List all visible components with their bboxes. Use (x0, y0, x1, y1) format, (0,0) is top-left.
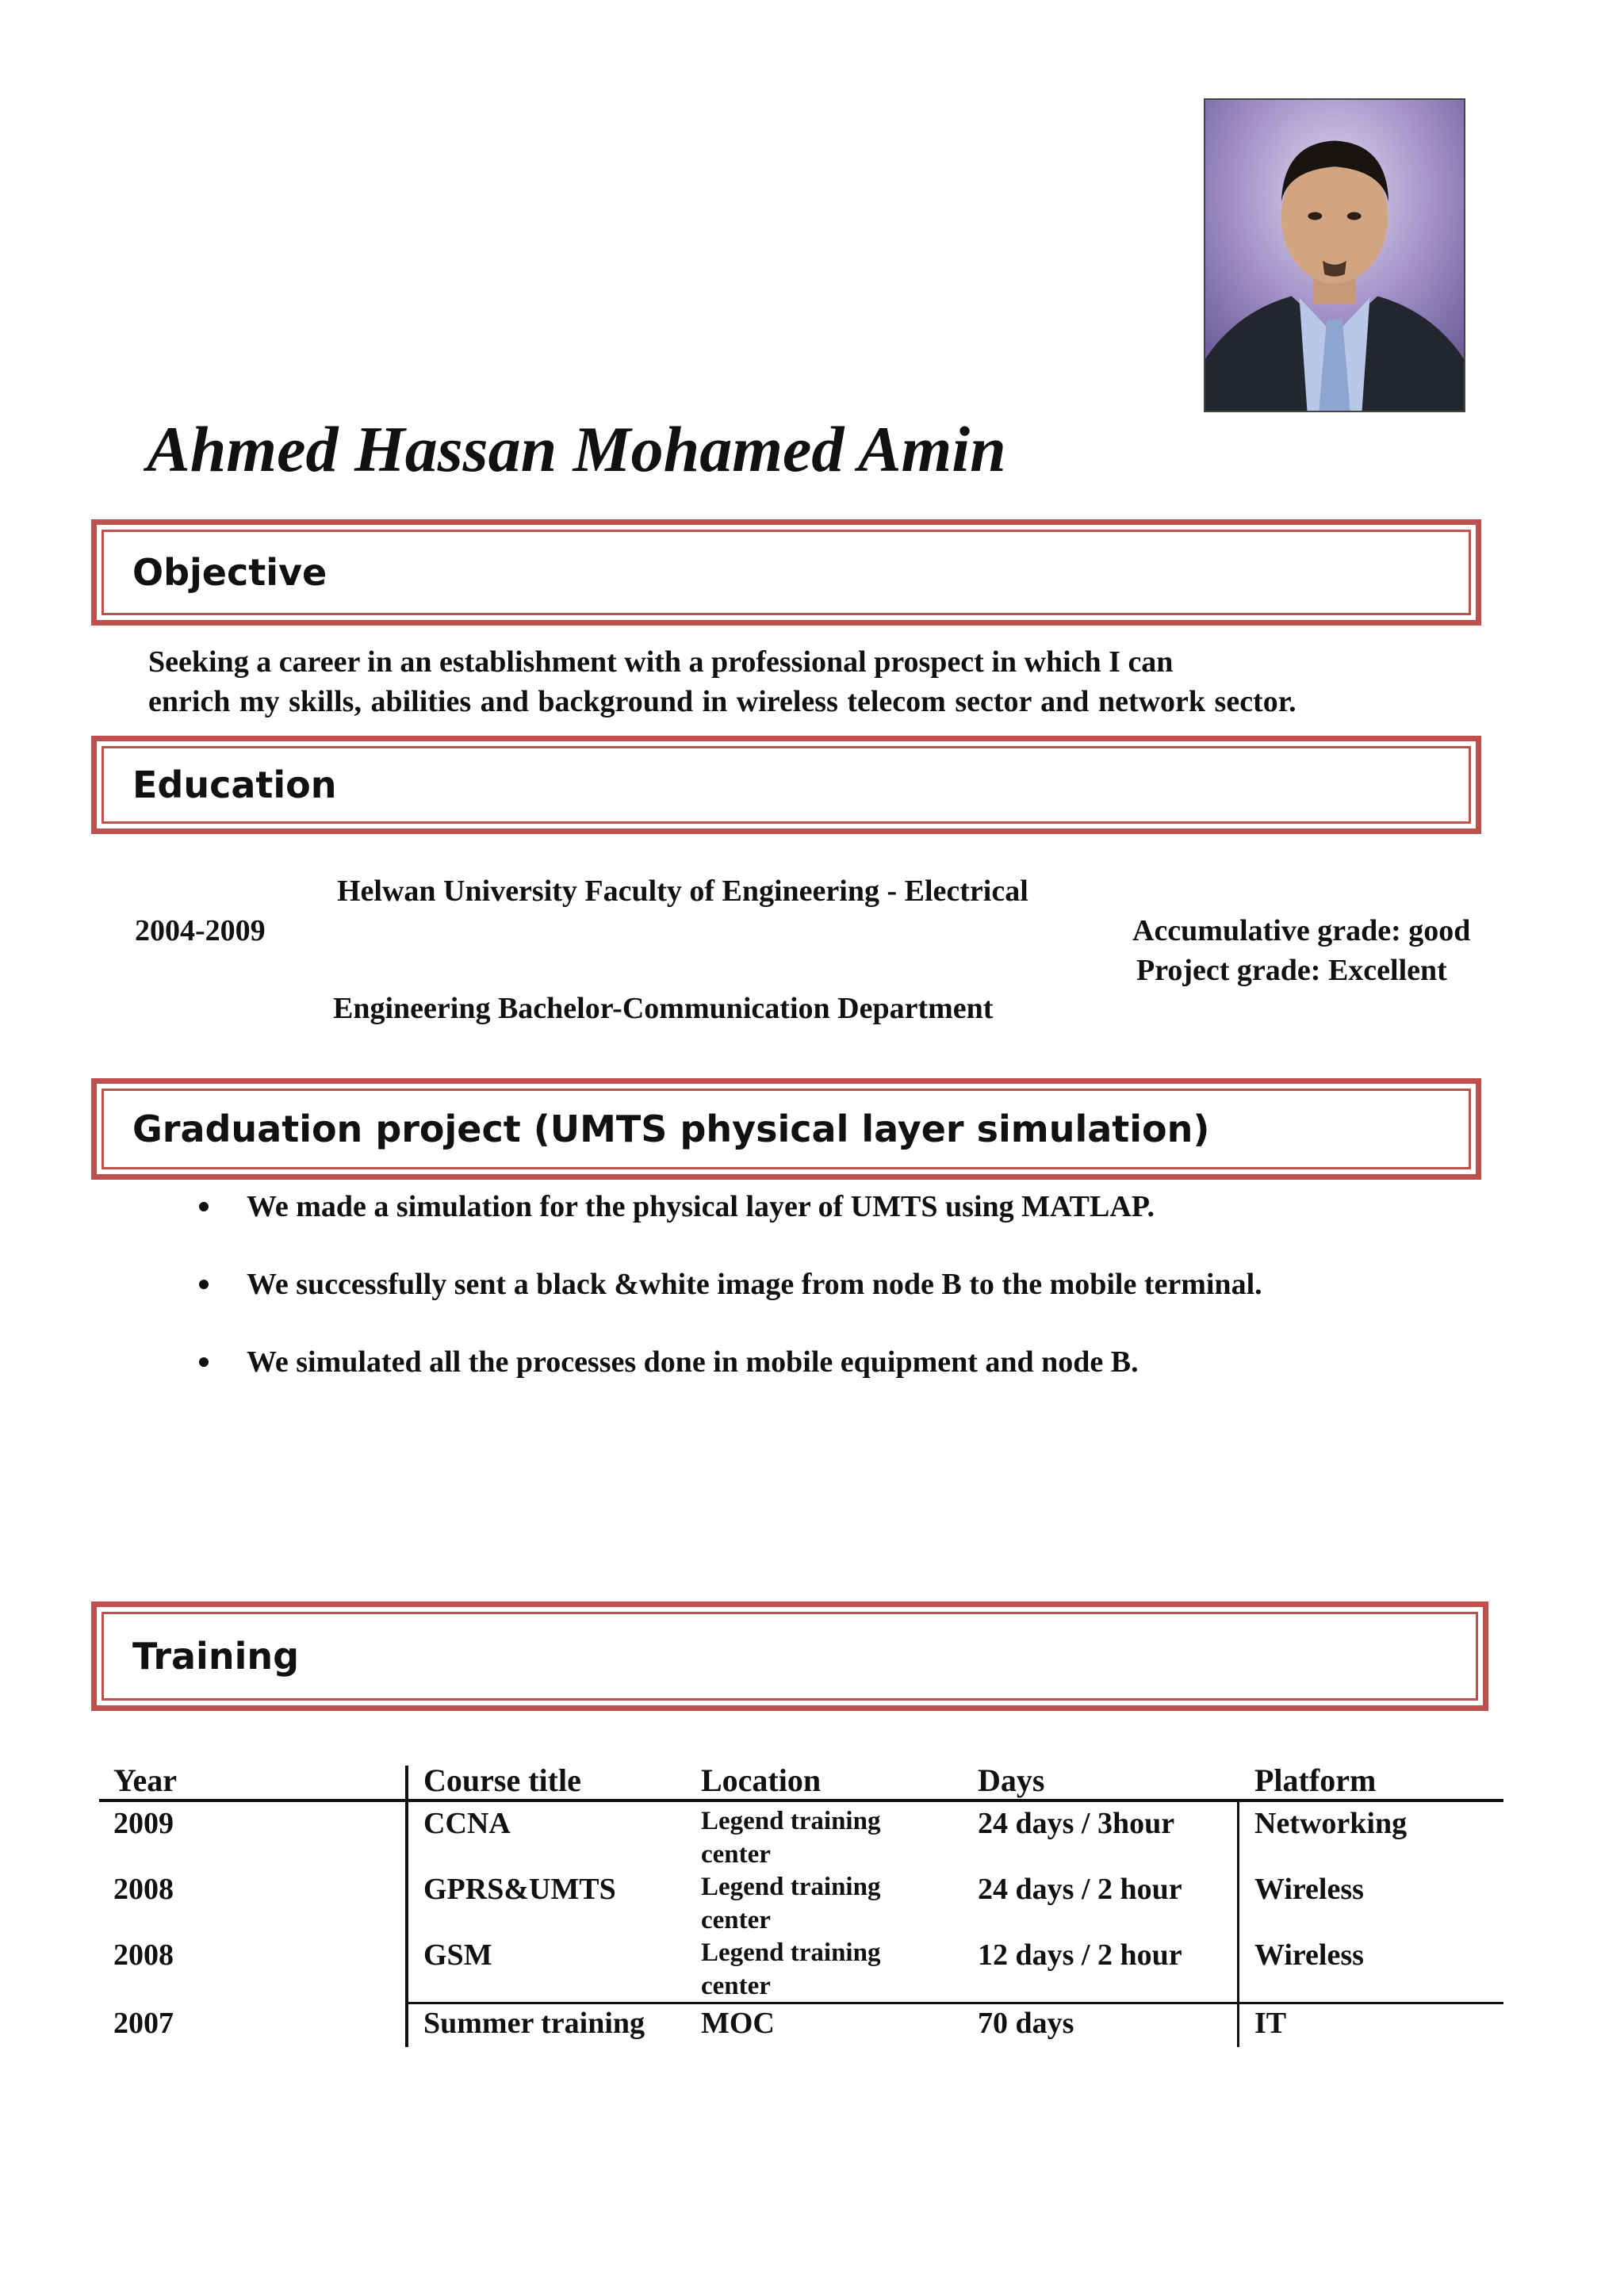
education-section-header (91, 736, 1481, 834)
portrait-image (1205, 100, 1464, 411)
graduation-heading: Graduation project (UMTS physical layer simulation) (102, 1089, 1471, 1169)
profile-photo (1204, 98, 1465, 412)
list-item: We made a simulation for the physical layer of UMTS using MATLAP. (194, 1186, 1262, 1264)
candidate-name: Ahmed Hassan Mohamed Amin (147, 413, 1006, 485)
training-table (113, 1762, 1501, 2047)
graduation-project-list (194, 1186, 1262, 1419)
education-heading: Education (102, 746, 1471, 824)
table-cell-course: GSM (423, 1938, 492, 1972)
objective-heading: Objective (102, 530, 1471, 615)
list-item: We simulated all the processes done in mobile equipment and node B. (194, 1341, 1262, 1419)
table-cell-location: Legend training (701, 1938, 881, 1967)
table-cell-location: Legend training (701, 1807, 881, 1835)
column-header-platform: Platform (1254, 1762, 1377, 1798)
objective-line-2: enrich my skills, abilities and background in wireless telecom sector and network sector. (148, 685, 1297, 718)
column-header-year: Year (113, 1762, 177, 1798)
table-cell-year: 2009 (113, 1807, 174, 1840)
table-cell-course: Summer training (423, 2007, 645, 2040)
table-cell-days: 24 days / 3hour (978, 1807, 1175, 1840)
table-cell-days: 12 days / 2 hour (978, 1938, 1182, 1972)
table-row-divider (406, 2002, 1503, 2004)
table-cell-platform: Wireless (1254, 1938, 1364, 1972)
training-heading: Training (102, 1612, 1478, 1701)
column-header-days: Days (978, 1762, 1045, 1798)
table-cell-location: MOC (701, 2007, 775, 2040)
table-cell-platform: Wireless (1254, 1873, 1364, 1906)
table-cell-location-cont: center (701, 1840, 771, 1869)
table-cell-platform: Networking (1254, 1807, 1408, 1840)
table-cell-location-cont: center (701, 1972, 771, 2000)
objective-section-header (91, 519, 1481, 626)
education-accumulative-grade: Accumulative grade: good (1132, 914, 1471, 947)
education-department-line: Engineering Bachelor-Communication Department (333, 992, 994, 1025)
graduation-section-header (91, 1078, 1481, 1180)
education-university-line: Helwan University Faculty of Engineering - Electrical (337, 874, 1028, 908)
table-cell-days: 70 days (978, 2007, 1074, 2040)
table-cell-location-cont: center (701, 1906, 771, 1934)
bullet-icon (199, 1280, 209, 1289)
table-cell-days: 24 days / 2 hour (978, 1873, 1182, 1906)
table-cell-course: GPRS&UMTS (423, 1873, 616, 1906)
training-section-header (91, 1601, 1488, 1711)
education-years: 2004-2009 (135, 914, 266, 947)
column-header-location: Location (701, 1762, 822, 1798)
table-column-divider (1237, 1800, 1239, 2047)
list-item: We successfully sent a black &white image from node B to the mobile terminal. (194, 1264, 1262, 1341)
bullet-icon (199, 1357, 209, 1367)
table-cell-year: 2008 (113, 1938, 174, 1972)
education-project-grade: Project grade: Excellent (1136, 954, 1447, 987)
table-header-divider (99, 1799, 1503, 1802)
table-cell-course: CCNA (423, 1807, 511, 1840)
column-header-course: Course title (423, 1762, 581, 1798)
table-cell-year: 2007 (113, 2007, 174, 2040)
table-cell-location: Legend training (701, 1873, 881, 1901)
bullet-icon (199, 1202, 209, 1211)
table-column-divider (405, 1766, 408, 2047)
objective-line-1: Seeking a career in an establishment with a professional prospect in which I can (148, 645, 1174, 679)
table-cell-platform: IT (1254, 2007, 1287, 2040)
table-cell-year: 2008 (113, 1873, 174, 1906)
